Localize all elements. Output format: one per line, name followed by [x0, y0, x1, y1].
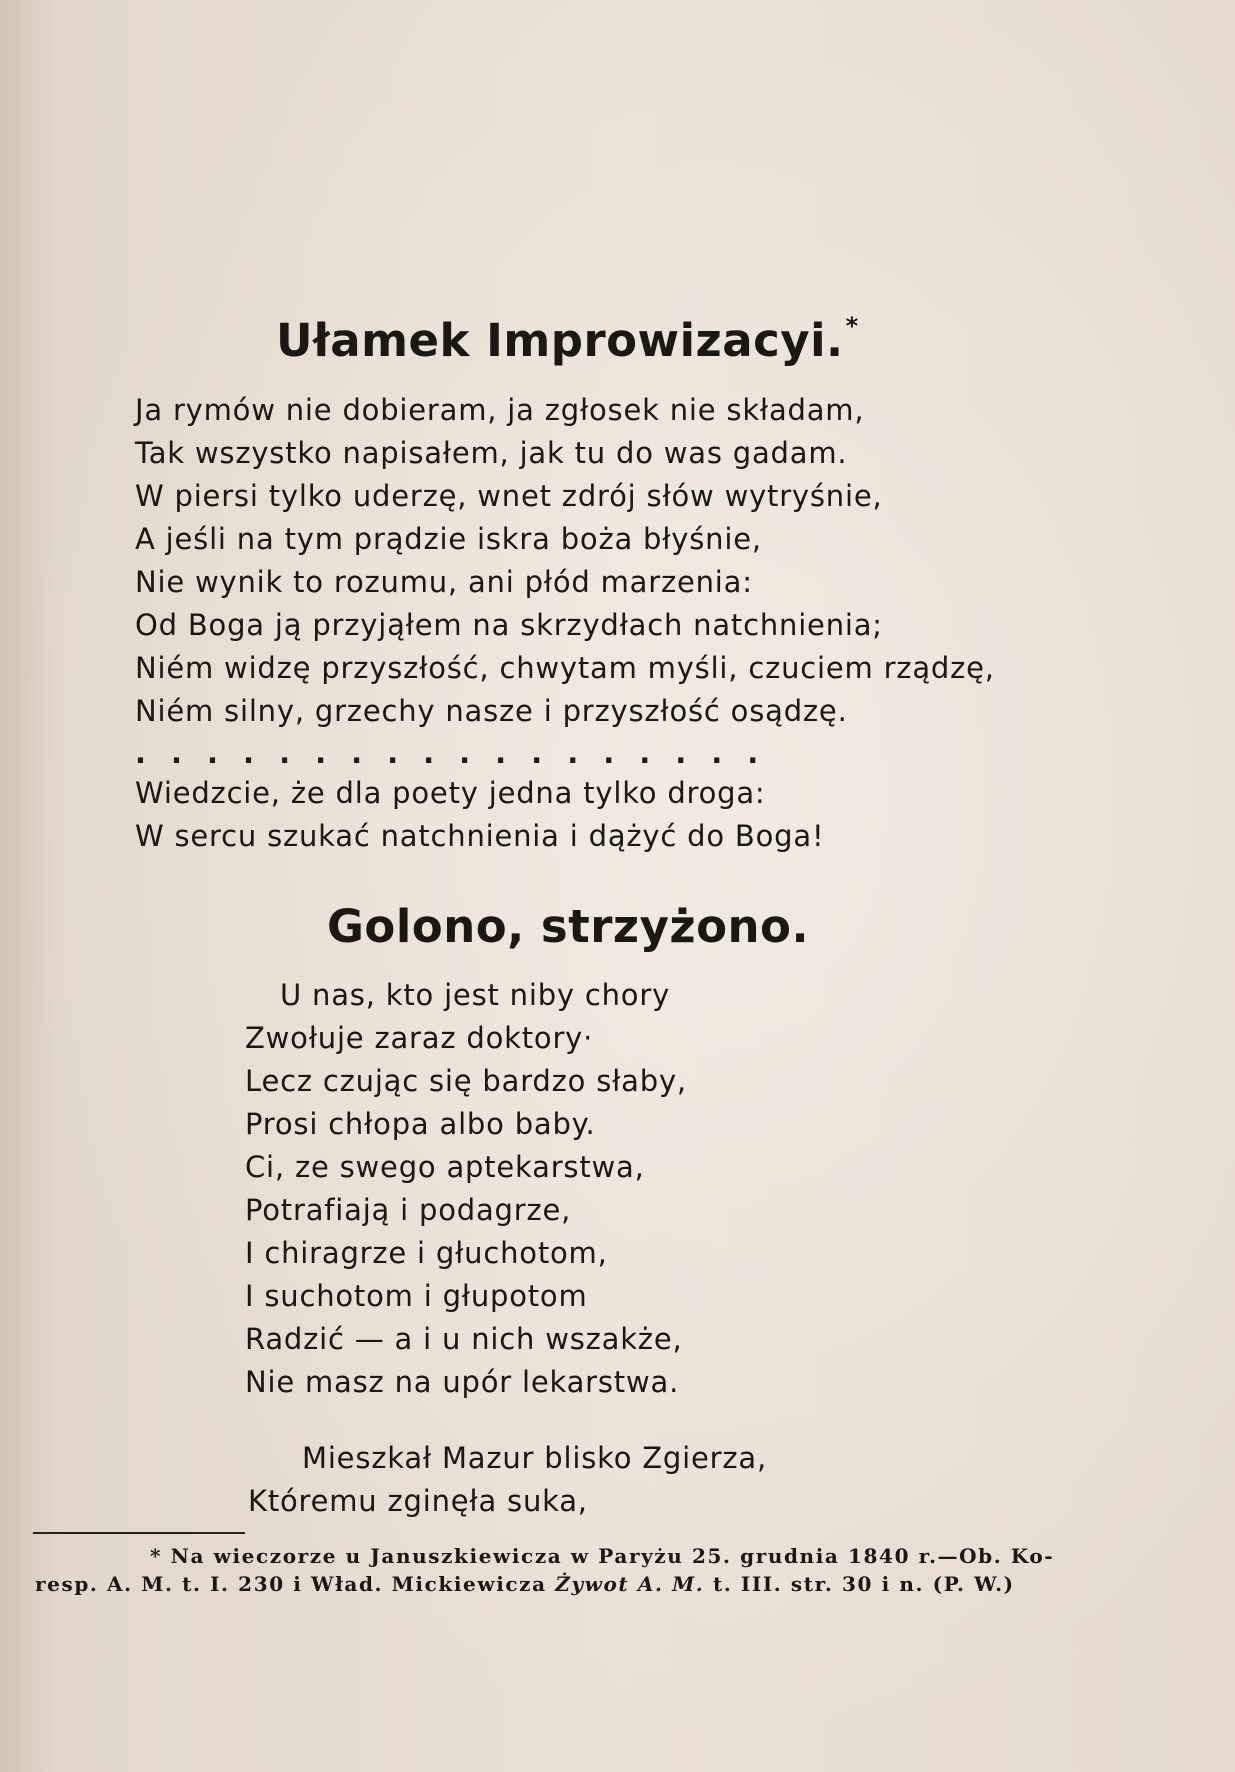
verse-line: W piersi tylko uderzę, wnet zdrój słów wytryśnie,: [135, 479, 883, 513]
verse-line: U nas, kto jest niby chory: [280, 978, 671, 1012]
verse-line: Ci, ze swego aptekarstwa,: [245, 1150, 645, 1184]
verse-line: Niém widzę przyszłość, chwytam myśli, czuciem rządzę,: [135, 651, 995, 685]
verse-line: Lecz czując się bardzo słaby,: [245, 1064, 687, 1098]
verse-line: I suchotom i głupotom: [245, 1279, 588, 1313]
poem-title-text: Ułamek Improwizacyi.: [276, 314, 844, 367]
ellipsis-row: ..................: [135, 736, 784, 770]
verse-line: Radzić — a i u nich wszakże,: [245, 1322, 683, 1356]
poem-title-ulamek: [276, 312, 859, 367]
verse-line: Potrafiają i podagrze,: [245, 1193, 572, 1227]
footnote-text: resp. A. M. t. I. 230 i Wład. Mickiewicza: [35, 1572, 556, 1596]
footnote-marker: *: [845, 312, 859, 340]
verse-line: Niém silny, grzechy nasze i przyszłość osądzę.: [135, 694, 848, 728]
verse-line: Ja rymów nie dobieram, ja zgłosek nie składam,: [135, 393, 865, 427]
verse-line: Nie wynik to rozumu, ani płód marzenia:: [135, 565, 753, 599]
verse-line: Tak wszystko napisałem, jak tu do was gadam.: [135, 436, 848, 470]
verse-line: Nie masz na upór lekarstwa.: [245, 1365, 680, 1399]
verse-line: Prosi chłopa albo baby.: [245, 1107, 596, 1141]
verse-line: W sercu szukać natchnienia i dążyć do Boga!: [135, 819, 825, 853]
verse-line: Mieszkał Mazur blisko Zgierza,: [302, 1441, 767, 1475]
footnote-book-title: Żywot A. M.: [555, 1572, 705, 1596]
verse-line: I chiragrze i głuchotom,: [245, 1236, 608, 1270]
footnote-text: t. III. str. 30 i n. (P. W.): [704, 1572, 1015, 1596]
verse-line: Któremu zginęła suka,: [248, 1484, 588, 1518]
poem-title-golono: Golono, strzyżono.: [327, 900, 810, 953]
verse-line: Zwołuje zaraz doktory·: [245, 1021, 594, 1055]
verse-line: Wiedzcie, że dla poety jedna tylko droga:: [135, 776, 766, 810]
footnote-line: [35, 1572, 1015, 1596]
footnote-divider: [33, 1532, 245, 1534]
verse-line: A jeśli na tym prądzie iskra boża błyśnie,: [135, 522, 762, 556]
footnote-line: * Na wieczorze u Januszkiewicza w Paryżu 25. grudnia 1840 r.—Ob. Ko-: [150, 1544, 1055, 1568]
verse-line: Od Boga ją przyjąłem na skrzydłach natchnienia;: [135, 608, 883, 642]
